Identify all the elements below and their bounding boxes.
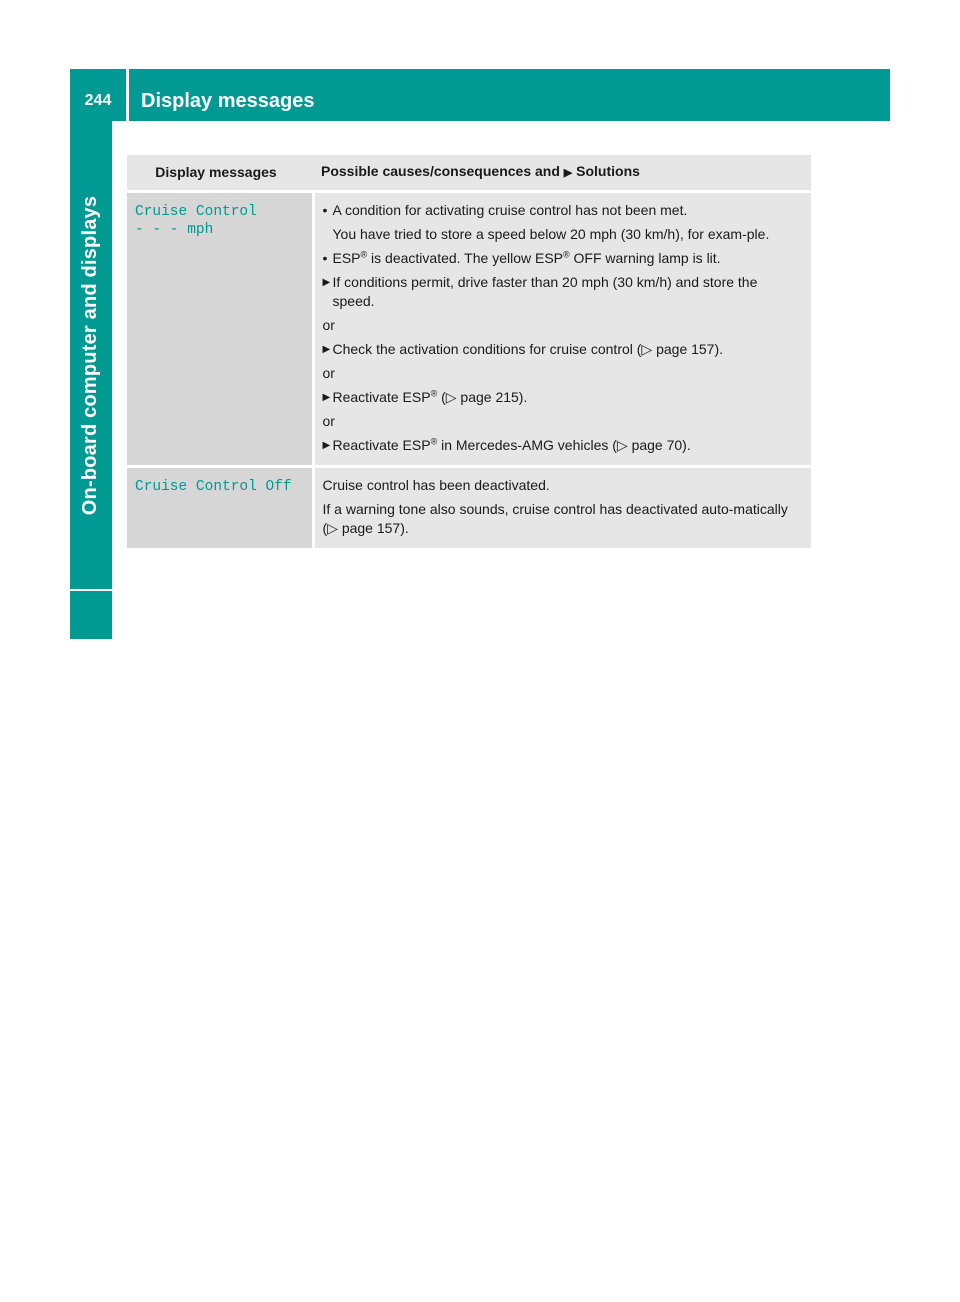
side-tab-label <box>70 121 112 589</box>
solution-text: in Mercedes-AMG vehicles (▷ page 70). <box>437 437 691 453</box>
solution-step <box>323 340 804 359</box>
header-solutions-text: Solutions <box>576 163 640 179</box>
message-cell <box>127 467 313 549</box>
cause-detail: You have tried to store a speed below 20 mph (30 km/h), for exam-ple. <box>332 226 770 242</box>
cause-text: is deactivated. The yellow ESP <box>367 250 563 266</box>
description-text: Cruise control has been deactivated. <box>322 477 550 493</box>
column-header-solutions <box>313 155 811 192</box>
arrow-icon: ▶ <box>563 167 573 179</box>
header-divider <box>126 69 129 121</box>
or-separator: or <box>322 365 335 381</box>
side-label-text: On-board computer and displays <box>79 195 102 515</box>
message-line: Cruise Control Off <box>135 479 292 495</box>
header-causes-text: Possible causes/consequences and <box>321 163 560 179</box>
cause-text: OFF warning lamp is lit. <box>569 250 721 266</box>
page-title: Display messages <box>141 90 315 112</box>
cause-text: ESP <box>332 250 361 266</box>
solution-text: Check the activation conditions for cruise control (▷ page 157). <box>332 341 724 357</box>
solution-text: If conditions permit, drive faster than 20 mph (30 km/h) and store the speed. <box>332 274 758 309</box>
solution-step <box>323 273 804 311</box>
table-row <box>127 467 811 549</box>
solution-step <box>323 436 804 455</box>
page-number: 244 <box>84 92 112 109</box>
registered-mark: ® <box>430 436 438 447</box>
or-separator: or <box>322 413 335 429</box>
description-cell <box>313 467 811 549</box>
column-header-display-messages: Display messages <box>127 155 313 192</box>
table-header-row <box>127 155 811 192</box>
cause-bullet <box>323 249 804 268</box>
message-cell <box>127 192 313 467</box>
registered-mark: ® <box>360 249 368 260</box>
description-text: If a warning tone also sounds, cruise control has deactivated auto-matically (▷ page 157). <box>322 501 788 536</box>
message-line: - - - mph <box>135 222 214 238</box>
display-messages-table <box>127 155 811 548</box>
cause-text: A condition for activating cruise control has not been met. <box>332 202 688 218</box>
message-line: Cruise Control <box>135 204 257 220</box>
description-cell <box>313 192 811 467</box>
solution-step <box>323 388 804 407</box>
side-tab-divider <box>70 589 112 591</box>
solution-text: (▷ page 215). <box>437 389 528 405</box>
cause-bullet <box>323 201 804 220</box>
registered-mark: ® <box>430 388 438 399</box>
or-separator: or <box>322 317 335 333</box>
table-row <box>127 192 811 467</box>
solution-text: Reactivate ESP <box>332 389 431 405</box>
registered-mark: ® <box>563 249 570 260</box>
solution-text: Reactivate ESP <box>332 437 431 453</box>
